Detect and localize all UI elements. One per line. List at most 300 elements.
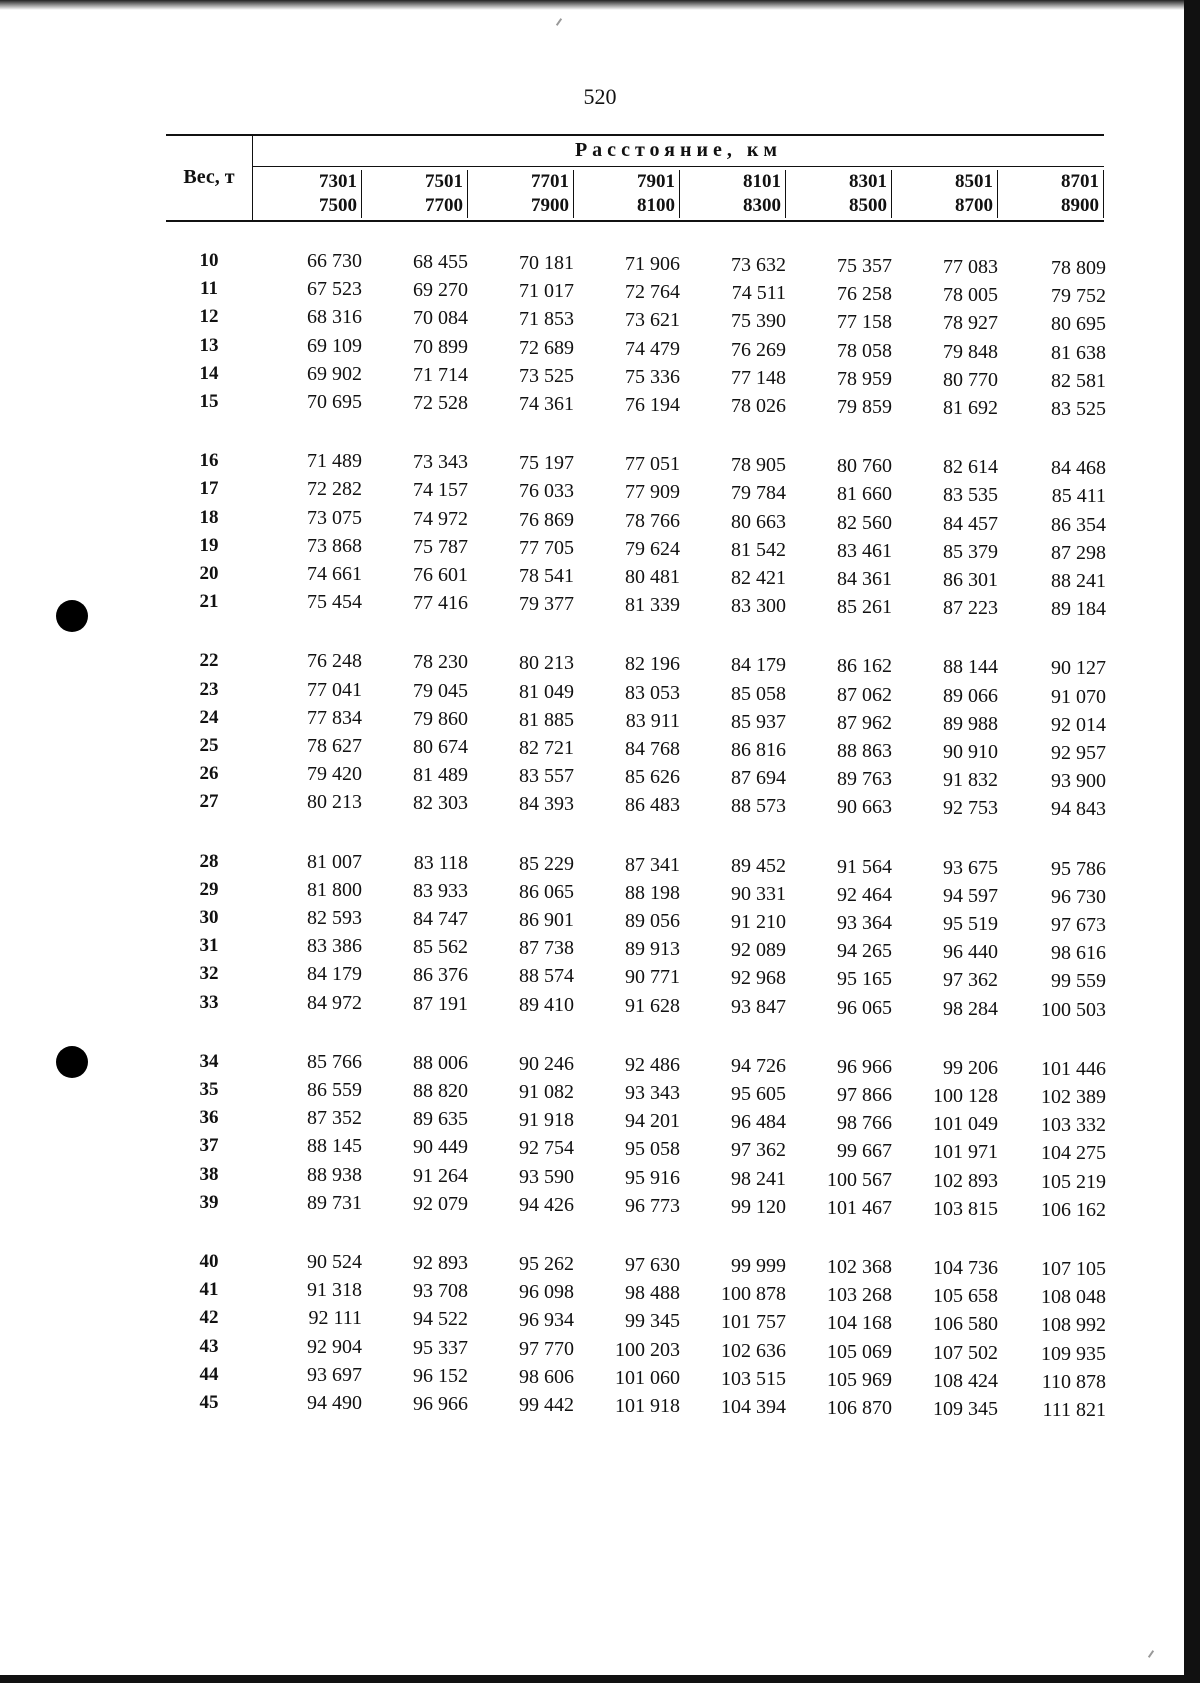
range-to: 8900 <box>1061 195 1099 216</box>
tariff-cell: 82 303 <box>413 792 468 815</box>
tariff-cell: 75 197 <box>519 452 574 475</box>
tariff-cell: 80 213 <box>307 791 362 814</box>
tariff-cell: 89 635 <box>413 1108 468 1131</box>
tariff-cell: 85 379 <box>943 540 998 563</box>
distance-range-header <box>680 170 786 218</box>
tariff-cell: 81 885 <box>519 708 574 731</box>
tariff-cell: 72 528 <box>413 392 468 414</box>
tariff-cell: 96 440 <box>943 941 998 964</box>
tariff-cell: 86 301 <box>943 569 998 591</box>
tariff-cell: 78 627 <box>307 735 362 757</box>
tariff-cell: 101 446 <box>1041 1057 1106 1080</box>
tariff-cell: 87 738 <box>519 937 574 960</box>
weight-cell: 37 <box>199 1135 219 1157</box>
range-from: 8301 <box>849 171 887 192</box>
range-from: 8101 <box>743 171 781 192</box>
tariff-cell: 87 062 <box>837 683 892 706</box>
table-row <box>0 563 1200 591</box>
tariff-cell: 74 511 <box>731 282 786 305</box>
distance-range-header <box>362 170 468 218</box>
tariff-cell: 76 258 <box>837 283 892 306</box>
tariff-cell: 91 082 <box>519 1081 574 1103</box>
tariff-cell: 98 766 <box>837 1112 892 1135</box>
tariff-cell: 76 194 <box>625 394 680 416</box>
tariff-cell: 85 229 <box>519 852 574 875</box>
tariff-cell: 78 005 <box>943 284 998 307</box>
tariff-cell: 82 421 <box>731 567 786 589</box>
tariff-cell: 88 573 <box>731 795 786 818</box>
tariff-cell: 79 624 <box>625 537 680 560</box>
tariff-cell: 88 198 <box>625 881 680 904</box>
tariff-cell: 78 905 <box>731 454 786 477</box>
page-number: 520 <box>583 84 617 109</box>
tariff-cell: 74 661 <box>307 563 362 585</box>
weight-cell: 19 <box>199 534 219 556</box>
tariff-cell: 94 201 <box>625 1110 680 1133</box>
tariff-cell: 87 341 <box>625 853 680 876</box>
scan-top-shadow <box>0 0 1200 10</box>
weight-cell: 20 <box>199 563 219 584</box>
tariff-cell: 83 535 <box>943 484 998 507</box>
tariff-cell: 85 261 <box>837 596 892 619</box>
table-row <box>0 535 1200 563</box>
tariff-cell: 92 089 <box>731 939 786 962</box>
tariff-cell: 92 753 <box>943 797 998 820</box>
tariff-cell: 80 695 <box>1051 313 1106 336</box>
tariff-cell: 86 065 <box>519 880 574 903</box>
tariff-cell: 97 673 <box>1051 914 1106 936</box>
tariff-cell: 71 853 <box>519 308 574 331</box>
tariff-cell: 94 426 <box>519 1193 574 1216</box>
tariff-cell: 107 502 <box>933 1341 998 1364</box>
distance-range-header <box>786 170 892 218</box>
tariff-cell: 84 179 <box>731 654 786 677</box>
tariff-cell: 77 041 <box>307 678 362 701</box>
tariff-cell: 101 060 <box>615 1366 680 1389</box>
tariff-cell: 89 410 <box>519 993 574 1016</box>
tariff-cell: 70 695 <box>307 391 362 413</box>
tariff-cell: 73 621 <box>625 309 680 332</box>
tariff-cell: 91 070 <box>1051 685 1106 708</box>
tariff-cell: 80 770 <box>943 368 998 391</box>
tariff-cell: 102 368 <box>827 1256 892 1278</box>
tariff-cell: 89 731 <box>307 1191 362 1214</box>
tariff-cell: 105 658 <box>933 1285 998 1308</box>
tariff-cell: 95 916 <box>625 1166 680 1189</box>
tariff-cell: 99 120 <box>731 1195 786 1218</box>
range-to: 8100 <box>637 195 675 216</box>
tariff-cell: 104 275 <box>1041 1142 1106 1165</box>
tariff-cell: 71 489 <box>307 450 362 473</box>
weight-column-header: Вес, т <box>183 166 235 188</box>
tariff-cell: 100 878 <box>721 1283 786 1306</box>
range-to: 7500 <box>319 195 357 216</box>
table-row <box>0 1051 1200 1079</box>
tariff-cell: 95 262 <box>519 1253 574 1275</box>
tariff-cell: 90 771 <box>625 966 680 989</box>
table-row <box>0 735 1200 763</box>
tariff-cell: 94 265 <box>837 940 892 963</box>
table-row <box>0 363 1200 391</box>
tariff-cell: 70 899 <box>413 335 468 358</box>
scan-speck <box>1148 1650 1154 1658</box>
tariff-cell: 73 525 <box>519 364 574 387</box>
range-to: 7900 <box>531 195 569 216</box>
table-row <box>0 650 1200 678</box>
tariff-cell: 108 424 <box>933 1369 998 1392</box>
tariff-cell: 66 730 <box>307 250 362 272</box>
table-row <box>0 992 1200 1020</box>
tariff-cell: 103 332 <box>1041 1114 1106 1137</box>
tariff-cell: 79 848 <box>943 340 998 363</box>
table-row <box>0 1135 1200 1163</box>
weight-cell: 31 <box>199 935 219 957</box>
tariff-cell: 79 860 <box>413 707 468 730</box>
table-row <box>0 1307 1200 1335</box>
weight-cell: 36 <box>199 1107 219 1129</box>
tariff-cell: 85 562 <box>413 936 468 959</box>
tariff-cell: 98 241 <box>731 1167 786 1190</box>
tariff-cell: 101 757 <box>721 1311 786 1334</box>
tariff-cell: 95 786 <box>1051 857 1106 880</box>
tariff-cell: 78 541 <box>519 565 574 587</box>
tariff-cell: 77 158 <box>837 311 892 334</box>
tariff-cell: 86 483 <box>625 794 680 817</box>
header-divider-horizontal <box>253 166 1104 167</box>
tariff-cell: 92 754 <box>519 1137 574 1160</box>
table-row <box>0 679 1200 707</box>
tariff-cell: 93 900 <box>1051 770 1106 793</box>
weight-cell: 18 <box>199 506 219 528</box>
tariff-cell: 96 484 <box>731 1111 786 1134</box>
tariff-cell: 95 605 <box>731 1083 786 1105</box>
weight-cell: 25 <box>199 735 219 756</box>
tariff-cell: 92 957 <box>1051 742 1106 764</box>
tariff-cell: 90 524 <box>307 1251 362 1273</box>
tariff-cell: 96 934 <box>519 1309 574 1332</box>
weight-cell: 27 <box>199 791 219 813</box>
tariff-cell: 104 394 <box>721 1396 786 1418</box>
table-row <box>0 1251 1200 1279</box>
tariff-cell: 93 675 <box>943 856 998 879</box>
tariff-cell: 78 809 <box>1051 257 1106 279</box>
tariff-cell: 108 992 <box>1041 1314 1106 1337</box>
range-to: 8700 <box>955 195 993 216</box>
tariff-cell: 89 066 <box>943 684 998 707</box>
tariff-cell: 80 760 <box>837 455 892 478</box>
weight-cell: 45 <box>199 1392 219 1413</box>
tariff-cell: 86 559 <box>307 1079 362 1101</box>
tariff-cell: 84 468 <box>1051 457 1106 480</box>
table-row <box>0 1279 1200 1307</box>
tariff-cell: 94 490 <box>307 1392 362 1414</box>
tariff-cell: 90 331 <box>731 882 786 905</box>
tariff-cell: 88 006 <box>413 1051 468 1074</box>
tariff-cell: 81 489 <box>413 764 468 787</box>
tariff-cell: 102 636 <box>721 1339 786 1362</box>
tariff-cell: 100 128 <box>933 1085 998 1107</box>
tariff-cell: 92 968 <box>731 967 786 990</box>
tariff-cell: 90 663 <box>837 796 892 819</box>
tariff-cell: 97 770 <box>519 1337 574 1360</box>
tariff-cell: 99 442 <box>519 1394 574 1416</box>
weight-cell: 24 <box>199 706 219 728</box>
table-row <box>0 591 1200 619</box>
tariff-cell: 83 053 <box>625 681 680 704</box>
tariff-cell: 85 411 <box>1051 485 1106 508</box>
tariff-cell: 105 969 <box>827 1368 892 1391</box>
tariff-cell: 106 162 <box>1041 1198 1106 1221</box>
tariff-cell: 96 065 <box>837 996 892 1019</box>
tariff-cell: 73 075 <box>307 506 362 529</box>
weight-cell: 42 <box>199 1307 219 1329</box>
table-row <box>0 478 1200 506</box>
tariff-cell: 85 626 <box>625 766 680 789</box>
range-from: 8701 <box>1061 171 1099 192</box>
tariff-cell: 83 525 <box>1051 398 1106 420</box>
tariff-cell: 92 486 <box>625 1053 680 1076</box>
tariff-cell: 72 689 <box>519 336 574 359</box>
tariff-cell: 90 449 <box>413 1136 468 1159</box>
tariff-cell: 84 361 <box>837 568 892 590</box>
tariff-cell: 83 118 <box>413 851 468 874</box>
tariff-cell: 84 972 <box>307 991 362 1014</box>
table-row <box>0 335 1200 363</box>
range-from: 7301 <box>319 171 357 192</box>
tariff-cell: 94 843 <box>1051 798 1106 821</box>
tariff-cell: 81 007 <box>307 850 362 873</box>
tariff-cell: 85 766 <box>307 1050 362 1073</box>
tariff-cell: 93 590 <box>519 1165 574 1188</box>
tariff-cell: 85 058 <box>731 682 786 705</box>
tariff-cell: 105 069 <box>827 1340 892 1363</box>
tariff-cell: 79 784 <box>731 482 786 505</box>
distance-header: Расстояние, км <box>574 139 783 161</box>
tariff-cell: 102 389 <box>1041 1086 1106 1108</box>
range-to: 8300 <box>743 195 781 216</box>
tariff-cell: 75 357 <box>837 255 892 277</box>
table-row <box>0 1364 1200 1392</box>
tariff-cell: 81 638 <box>1051 341 1106 364</box>
tariff-cell: 83 461 <box>837 539 892 562</box>
tariff-cell: 106 580 <box>933 1313 998 1336</box>
distance-range-header <box>574 170 680 218</box>
tariff-cell: 83 933 <box>413 879 468 902</box>
tariff-cell: 73 632 <box>731 254 786 276</box>
weight-cell: 32 <box>199 963 219 985</box>
tariff-cell: 88 241 <box>1051 570 1106 592</box>
tariff-cell: 98 606 <box>519 1365 574 1388</box>
tariff-cell: 97 866 <box>837 1084 892 1106</box>
tariff-cell: 99 667 <box>837 1140 892 1163</box>
tariff-cell: 78 058 <box>837 339 892 362</box>
weight-cell: 44 <box>199 1363 219 1385</box>
distance-range-header <box>892 170 998 218</box>
tariff-cell: 88 820 <box>413 1080 468 1102</box>
tariff-cell: 78 026 <box>731 395 786 417</box>
tariff-cell: 97 630 <box>625 1254 680 1276</box>
tariff-cell: 77 083 <box>943 256 998 278</box>
tariff-cell: 76 248 <box>307 650 362 673</box>
tariff-cell: 82 560 <box>837 511 892 534</box>
distance-range-header <box>256 170 362 218</box>
tariff-cell: 94 597 <box>943 884 998 907</box>
tariff-cell: 72 764 <box>625 281 680 304</box>
tariff-cell: 96 152 <box>413 1364 468 1387</box>
tariff-cell: 91 832 <box>943 769 998 792</box>
tariff-cell: 102 893 <box>933 1169 998 1192</box>
tariff-cell: 78 230 <box>413 651 468 674</box>
range-from: 7901 <box>637 171 675 192</box>
tariff-cell: 91 210 <box>731 911 786 933</box>
weight-cell: 33 <box>199 991 219 1013</box>
tariff-cell: 91 264 <box>413 1164 468 1187</box>
weight-cell: 30 <box>199 907 219 928</box>
tariff-cell: 84 768 <box>625 738 680 760</box>
table-row <box>0 1392 1200 1420</box>
tariff-cell: 85 937 <box>731 710 786 733</box>
tariff-cell: 75 336 <box>625 365 680 388</box>
tariff-cell: 93 364 <box>837 912 892 934</box>
tariff-cell: 95 165 <box>837 968 892 991</box>
tariff-cell: 90 910 <box>943 741 998 763</box>
tariff-cell: 88 144 <box>943 656 998 679</box>
weight-cell: 38 <box>199 1163 219 1185</box>
tariff-cell: 74 479 <box>625 337 680 360</box>
tariff-cell: 76 033 <box>519 480 574 503</box>
tariff-cell: 76 869 <box>519 508 574 531</box>
tariff-cell: 77 416 <box>413 592 468 615</box>
tariff-cell: 110 878 <box>1041 1370 1106 1393</box>
range-to: 8500 <box>849 195 887 216</box>
tariff-cell: 71 714 <box>413 363 468 386</box>
tariff-cell: 82 581 <box>1051 369 1106 392</box>
tariff-cell: 103 515 <box>721 1367 786 1390</box>
table-row <box>0 879 1200 907</box>
tariff-cell: 87 962 <box>837 711 892 734</box>
weight-cell: 23 <box>199 678 219 700</box>
tariff-cell: 104 168 <box>827 1312 892 1335</box>
tariff-cell: 75 787 <box>413 535 468 558</box>
tariff-cell: 89 452 <box>731 854 786 877</box>
tariff-cell: 88 938 <box>307 1163 362 1186</box>
tariff-cell: 103 268 <box>827 1284 892 1307</box>
tariff-cell: 80 674 <box>413 736 468 758</box>
tariff-cell: 92 014 <box>1051 713 1106 736</box>
tariff-cell: 91 564 <box>837 855 892 878</box>
tariff-cell: 83 386 <box>307 935 362 958</box>
tariff-cell: 73 868 <box>307 534 362 557</box>
tariff-cell: 99 206 <box>943 1056 998 1079</box>
tariff-cell: 81 049 <box>519 680 574 703</box>
table-row <box>0 391 1200 419</box>
tariff-cell: 95 337 <box>413 1336 468 1359</box>
tariff-cell: 78 927 <box>943 312 998 335</box>
tariff-cell: 67 523 <box>307 278 362 301</box>
tariff-cell: 96 966 <box>413 1393 468 1415</box>
tariff-cell: 76 601 <box>413 564 468 586</box>
tariff-cell: 96 966 <box>837 1055 892 1078</box>
tariff-cell: 81 692 <box>943 397 998 419</box>
tariff-cell: 107 105 <box>1041 1258 1106 1280</box>
range-from: 8501 <box>955 171 993 192</box>
tariff-cell: 84 457 <box>943 512 998 535</box>
tariff-cell: 86 376 <box>413 964 468 987</box>
weight-cell: 16 <box>199 450 219 472</box>
tariff-cell: 88 863 <box>837 740 892 762</box>
tariff-cell: 105 219 <box>1041 1170 1106 1193</box>
weight-cell: 15 <box>199 391 219 412</box>
tariff-cell: 77 705 <box>519 536 574 559</box>
tariff-cell: 68 455 <box>413 251 468 273</box>
weight-cell: 13 <box>199 334 219 356</box>
tariff-cell: 92 079 <box>413 1192 468 1215</box>
weight-cell: 11 <box>200 278 218 300</box>
tariff-cell: 98 488 <box>625 1282 680 1305</box>
weight-cell: 26 <box>199 763 219 785</box>
distance-range-header <box>998 170 1104 218</box>
tariff-cell: 92 464 <box>837 883 892 906</box>
tariff-cell: 81 339 <box>625 594 680 617</box>
tariff-cell: 100 203 <box>615 1338 680 1361</box>
tariff-cell: 87 191 <box>413 992 468 1015</box>
table-row <box>0 1107 1200 1135</box>
tariff-cell: 79 045 <box>413 679 468 702</box>
tariff-cell: 89 056 <box>625 910 680 932</box>
table-row <box>0 1164 1200 1192</box>
table-row <box>0 1079 1200 1107</box>
tariff-cell: 101 918 <box>615 1395 680 1417</box>
weight-cell: 39 <box>199 1191 219 1213</box>
tariff-cell: 109 935 <box>1041 1342 1106 1365</box>
tariff-cell: 98 616 <box>1051 942 1106 965</box>
tariff-cell: 79 377 <box>519 593 574 616</box>
tariff-cell: 92 893 <box>413 1252 468 1274</box>
tariff-cell: 94 726 <box>731 1054 786 1077</box>
weight-cell: 41 <box>199 1279 219 1301</box>
tariff-cell: 81 542 <box>731 538 786 561</box>
tariff-cell: 82 721 <box>519 737 574 759</box>
tariff-cell: 92 904 <box>307 1335 362 1358</box>
tariff-cell: 74 157 <box>413 479 468 502</box>
tariff-cell: 71 017 <box>519 280 574 303</box>
tariff-cell: 74 972 <box>413 507 468 530</box>
tariff-cell: 82 614 <box>943 456 998 479</box>
tariff-cell: 101 049 <box>933 1113 998 1136</box>
tariff-cell: 101 467 <box>827 1196 892 1219</box>
tariff-cell: 95 058 <box>625 1138 680 1161</box>
tariff-cell: 96 730 <box>1051 885 1106 908</box>
tariff-cell: 69 109 <box>307 334 362 357</box>
tariff-cell: 78 766 <box>625 509 680 532</box>
tariff-cell: 77 909 <box>625 481 680 504</box>
table-row <box>0 907 1200 935</box>
table-row <box>0 306 1200 334</box>
tariff-cell: 90 246 <box>519 1052 574 1075</box>
table-row <box>0 278 1200 306</box>
tariff-cell: 111 821 <box>1042 1399 1106 1421</box>
tariff-cell: 86 901 <box>519 909 574 931</box>
tariff-cell: 91 628 <box>625 994 680 1017</box>
weight-cell: 34 <box>199 1050 219 1072</box>
weight-cell: 28 <box>199 850 219 872</box>
tariff-cell: 68 316 <box>307 306 362 329</box>
table-header <box>166 134 1104 222</box>
table-row <box>0 963 1200 991</box>
tariff-cell: 93 343 <box>625 1082 680 1104</box>
tariff-cell: 103 815 <box>933 1197 998 1220</box>
tariff-cell: 101 971 <box>933 1141 998 1164</box>
